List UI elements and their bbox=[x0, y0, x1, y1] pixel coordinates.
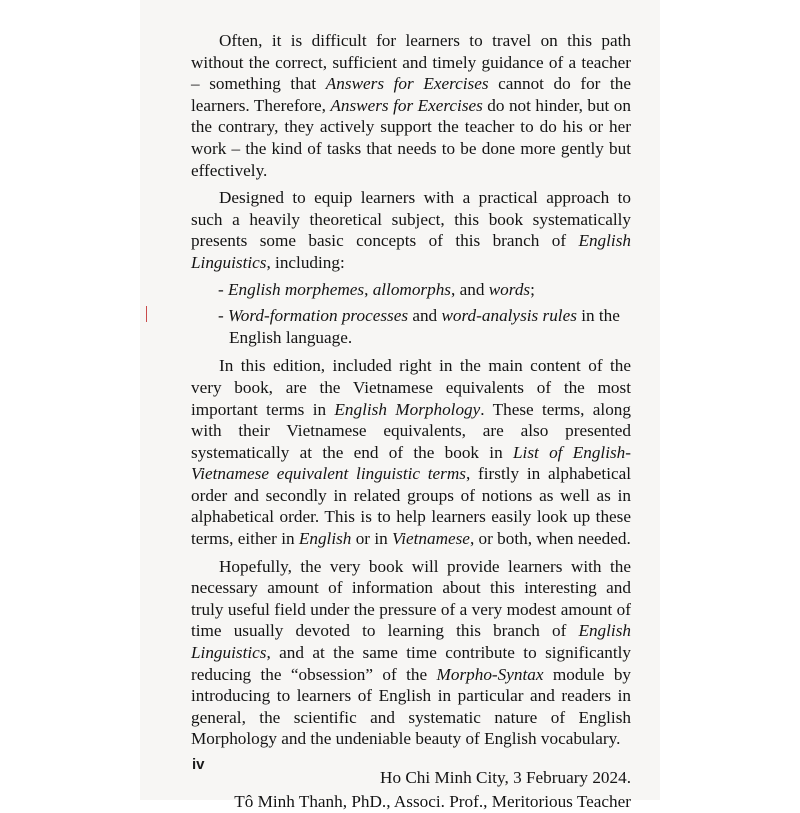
place-date: Ho Chi Minh City, 3 February 2024. bbox=[191, 766, 631, 790]
italic-term: Answers for Exercises bbox=[326, 74, 489, 93]
italic-term: words bbox=[489, 280, 530, 299]
paragraph-1 bbox=[191, 30, 631, 181]
text-run: ; bbox=[530, 280, 535, 299]
text-run: do not hinder, but on the contrary, they actively support the teacher to do his or her work – the kind of tasks that needs to be done more gently but effectively. bbox=[191, 96, 631, 180]
paragraph-3 bbox=[191, 355, 631, 549]
italic-term: allomorphs bbox=[373, 280, 451, 299]
paragraph-2 bbox=[191, 187, 631, 273]
text-run: Designed to equip learners with a practical approach to such a heavily theoretical subject, this book systematically presents some basic concepts of this branch of bbox=[191, 188, 631, 250]
margin-mark bbox=[146, 306, 147, 322]
italic-term: English bbox=[299, 529, 352, 548]
text-run: . These terms, along with their Vietnamese equivalents, are also presented systematically at the end of the book in bbox=[191, 400, 631, 462]
text-run: and bbox=[408, 306, 441, 325]
text-run: cannot do for the learners. Therefore, bbox=[191, 74, 631, 115]
italic-term: Answers for Exercises bbox=[330, 96, 482, 115]
italic-term: List of English-Vietnamese equivalent linguistic terms bbox=[191, 443, 631, 484]
text-run: , firstly in alphabetical order and secondly in related groups of notions as well as in alphabetical order. This is to help learners easily look up these terms, either in bbox=[191, 464, 631, 548]
text-run: Hopefully, the very book will provide learners with the necessary amount of information about this interesting and truly useful field under the pressure of a very modest amount of time usually devoted to learning this branch of bbox=[191, 557, 631, 641]
text-run: , or both, when needed. bbox=[470, 529, 631, 548]
text-run: , including: bbox=[266, 253, 344, 272]
italic-term: Morpho-Syntax bbox=[437, 665, 544, 684]
signature-block bbox=[191, 766, 631, 813]
topic-list bbox=[191, 279, 631, 349]
text-run: In this edition, included right in the main content of the very book, are the Vietnamese equivalents of the most important terms in bbox=[191, 356, 631, 418]
italic-term: Vietnamese bbox=[392, 529, 470, 548]
text-run: module by introducing to learners of English in particular and readers in general, the scientific and systematic nature of English Morphology and the undeniable beauty of English vocabulary. bbox=[191, 665, 631, 749]
italic-term: English Linguistics bbox=[191, 231, 631, 272]
paragraph-4 bbox=[191, 556, 631, 750]
italic-term: word-analysis rules bbox=[441, 306, 576, 325]
text-run: , bbox=[364, 280, 373, 299]
text-run: , and bbox=[451, 280, 489, 299]
list-item bbox=[191, 305, 631, 348]
author-credit: Tô Minh Thanh, PhD., Associ. Prof., Meritorious Teacher bbox=[191, 790, 631, 813]
text-run: in the English language. bbox=[229, 306, 620, 347]
list-dash: - bbox=[218, 306, 228, 325]
italic-term: Word-formation processes bbox=[228, 306, 408, 325]
preface-text bbox=[191, 30, 631, 813]
list-item bbox=[191, 279, 631, 301]
text-run: or in bbox=[351, 529, 392, 548]
text-run: , and at the same time contribute to significantly reducing the “obsession” of the bbox=[191, 643, 631, 684]
list-dash: - bbox=[218, 280, 228, 299]
text-run: Often, it is difficult for learners to travel on this path without the correct, sufficient and timely guidance of a teacher – something that bbox=[191, 31, 631, 93]
italic-term: English Morphology bbox=[334, 400, 480, 419]
italic-term: English Linguistics bbox=[191, 621, 631, 662]
italic-term: English morphemes bbox=[228, 280, 364, 299]
page-number: iv bbox=[192, 756, 205, 773]
